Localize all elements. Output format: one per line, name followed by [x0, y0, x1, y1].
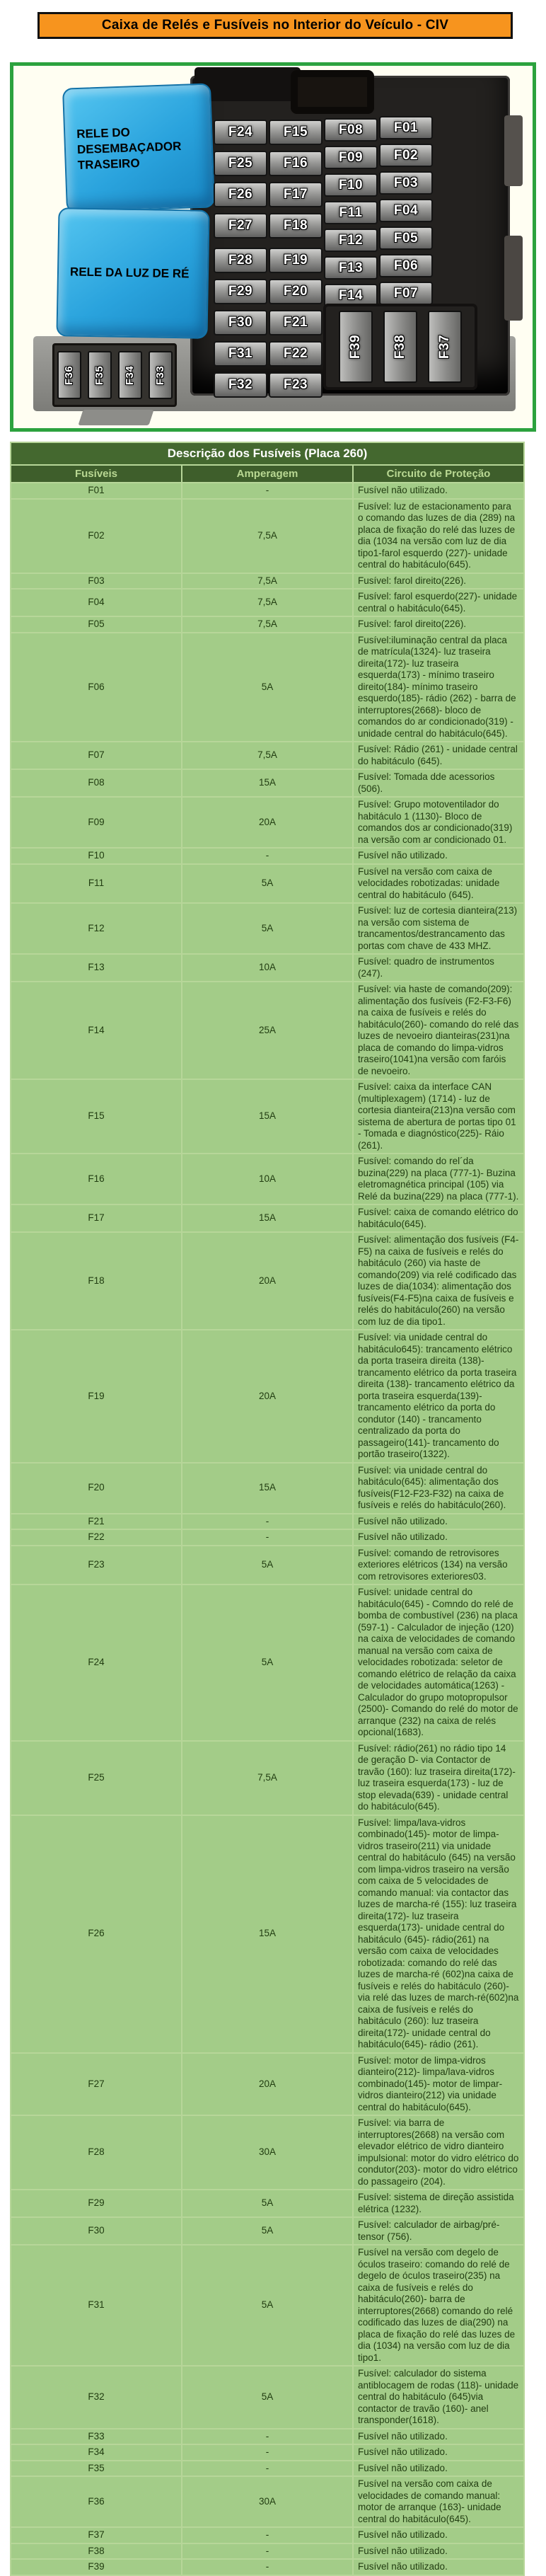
fuse-f03: [379, 171, 433, 195]
cell-fuse: F18: [11, 1232, 182, 1330]
table-row-f12: [11, 903, 524, 954]
cell-circuit-description: Fusível: comando do rel´da buzina(229) na placa (777-1)- Buzina eletromagnética principal (105) via Relé da buzina(229) na placa (777-1).: [353, 1154, 524, 1204]
fuse-label: F12: [338, 232, 364, 248]
fuse-group: [269, 120, 323, 238]
cell-fuse: F12: [11, 903, 182, 954]
cell-amperage: 15A: [182, 1463, 353, 1514]
table-row-f27: [11, 2053, 524, 2116]
cell-fuse: F37: [11, 2527, 182, 2543]
table-row-f07: [11, 742, 524, 769]
fuse-label: F33: [153, 365, 166, 385]
fuse-label: F21: [283, 315, 308, 330]
cell-amperage: 7,5A: [182, 742, 353, 769]
table-row-f23: [11, 1546, 524, 1585]
cell-amperage: 25A: [182, 982, 353, 1079]
fuse-f30: [214, 310, 267, 335]
fuse-label: F28: [228, 253, 253, 268]
cell-circuit-description: Fusível não utilizado.: [353, 483, 524, 499]
fuse-f22: [269, 341, 323, 367]
fuse-f12: [324, 229, 378, 252]
cell-fuse: F10: [11, 848, 182, 864]
cell-amperage: 5A: [182, 864, 353, 904]
cell-circuit-description: Fusível: luz de cortesia dianteira(213) na versão com sistema de trancamentos/destrancamento das portas com chave de 433 MHZ.: [353, 903, 524, 954]
cell-amperage: 20A: [182, 797, 353, 848]
cell-amperage: -: [182, 848, 353, 864]
cell-circuit-description: Fusível: Tomada dde acessorios (506).: [353, 769, 524, 797]
cell-fuse: F33: [11, 2429, 182, 2445]
fuse-label: F22: [283, 346, 308, 361]
fuse-label: F36: [62, 365, 75, 385]
cell-fuse: F05: [11, 616, 182, 633]
fusebox-side-tab-lower: [504, 236, 523, 321]
cell-amperage: 7,5A: [182, 616, 353, 633]
cell-amperage: 15A: [182, 769, 353, 797]
cell-circuit-description: Fusível: Grupo motoventilador do habitáculo 1 (1130)- Bloco de comandos dos ar condicionado(319) na versão com ar condicionado 01.: [353, 797, 524, 848]
cell-circuit-description: Fusível: Rádio (261) - unidade central do habitáculo (645).: [353, 742, 524, 769]
cell-fuse: F06: [11, 633, 182, 742]
fuse-f29: [214, 279, 267, 304]
fuse-f19: [269, 248, 323, 273]
cell-amperage: 10A: [182, 1154, 353, 1204]
cell-fuse: F24: [11, 1585, 182, 1741]
cell-circuit-description: Fusível: via barra de interruptores(2668) na versão com elevador elétrico de vidro dianteiro impulsional: motor do vidro elétrico do condutor(203)- motor do vidro elétrico do passageiro (204).: [353, 2115, 524, 2190]
fuse-f25: [214, 151, 267, 176]
fusebox-photo: [10, 62, 536, 432]
table-row-f03: [11, 573, 524, 590]
fuse-f08: [324, 118, 378, 142]
table-title: Descrição dos Fusíveis (Placa 260): [11, 442, 524, 465]
cell-amperage: -: [182, 2461, 353, 2477]
cell-circuit-description: Fusível não utilizado.: [353, 2461, 524, 2477]
fuse-description-table: [10, 442, 525, 2576]
relay-rear-defogger: [62, 83, 215, 212]
fuse-label: F17: [283, 187, 308, 202]
cell-circuit-description: Fusível não utilizado.: [353, 2527, 524, 2543]
cell-circuit-description: Fusível: farol direito(226).: [353, 616, 524, 633]
fuse-column-f15-f23: [269, 120, 323, 398]
fuse-f10: [324, 173, 378, 197]
fuse-group: [214, 248, 267, 398]
fuse-label: F29: [228, 284, 253, 299]
fuse-f01: [379, 116, 433, 139]
cell-fuse: F22: [11, 1529, 182, 1546]
cell-amperage: 7,5A: [182, 573, 353, 590]
cell-circuit-description: Fusível: sistema de direção assistida elétrica (1232).: [353, 2190, 524, 2217]
cell-amperage: 5A: [182, 633, 353, 742]
cell-circuit-description: Fusível: quadro de instrumentos (247).: [353, 954, 524, 982]
fuse-f15: [269, 120, 323, 145]
table-row-f25: [11, 1741, 524, 1815]
cell-fuse: F36: [11, 2476, 182, 2527]
fuse-label: F15: [283, 125, 308, 139]
cell-fuse: F20: [11, 1463, 182, 1514]
fuse-label: F13: [338, 260, 364, 275]
cell-circuit-description: Fusível: via haste de comando(209): alimentação dos fusíveis (F2-F3-F6) na caixa de fusíveis e relés do habitáculo(260)- comando do relé das luzes de nevoeiro dianteiras(231)na placa de comando do limpa-vidros traseiro(1041)na versão com faróis de nevoeiro.: [353, 982, 524, 1079]
fuse-column-f08-f14: [324, 118, 378, 307]
fuse-label: F19: [283, 253, 308, 268]
cell-amperage: 30A: [182, 2115, 353, 2190]
fuse-f39: [339, 311, 373, 383]
cell-circuit-description: Fusível: motor de limpa-vidros dianteiro(212)- limpa/lava-vidros combinado(145)- motor de limpar- vidros dianteiro(212) via unidade central do habitáculo(645).: [353, 2053, 524, 2116]
cell-circuit-description: Fusível não utilizado.: [353, 848, 524, 864]
fuse-label: F24: [228, 125, 253, 139]
cell-fuse: F13: [11, 954, 182, 982]
cell-amperage: 7,5A: [182, 589, 353, 616]
cell-circuit-description: Fusível: limpa/lava-vidros combinado(145)- motor de limpa-vidros traseiro(211) via unidade central do habitáculo (645) na versão com limpa-vidros traseiro na versão com caixa de 5 velocidades de comando manual: via contactor das luzes de marcha-ré (155): luz traseira direita(172)- luz traseira esquerda(173)- unidade central do habitáculo (645)- rádio(261) na versão com caixa de velocidades robotizada: comando do relé das luzes de marcha-ré (602)na caixa de fusíveis e relés do habitáculo (260)- via relé das luzes de march-ré(602)na caixa de fusíveis e relés do habitáculo (260): luz traseira direita(172)- unidade central do habitáculo(645)- rádio (261).: [353, 1815, 524, 2053]
table-row-f37: [11, 2527, 524, 2543]
cell-fuse: F02: [11, 499, 182, 573]
table-row-f20: [11, 1463, 524, 1514]
table-row-f10: [11, 848, 524, 864]
fuse-label: F35: [93, 365, 105, 385]
cell-fuse: F34: [11, 2444, 182, 2461]
fuse-f24: [214, 120, 267, 145]
cell-amperage: -: [182, 483, 353, 499]
fuse-f13: [324, 256, 378, 280]
cell-amperage: 5A: [182, 2366, 353, 2429]
cell-amperage: 5A: [182, 2190, 353, 2217]
fuse-f06: [379, 254, 433, 277]
cell-fuse: F27: [11, 2053, 182, 2116]
cell-amperage: 20A: [182, 2053, 353, 2116]
cell-amperage: 5A: [182, 1546, 353, 1585]
table-row-f26: [11, 1815, 524, 2053]
table-row-f32: [11, 2366, 524, 2429]
table-row-f09: [11, 797, 524, 848]
fuse-f33: [149, 351, 173, 399]
cell-circuit-description: Fusível não utilizado.: [353, 2559, 524, 2575]
fuse-label: F32: [228, 377, 253, 392]
cell-circuit-description: Fusível: alimentação dos fusíveis (F4-F5) na caixa de fusíveis e relés do habitáculo (260) via haste de comando(209) via relé codificado das luzes de dia(1034): alimentação dos fusíveis(F4-F5)na caixa de fusíveis e relés do habitáculo(260) na versão com luz de dia tipo1.: [353, 1232, 524, 1330]
cell-circuit-description: Fusível: via unidade central do habitáculo(645): alimentação dos fusíveis(F12-F23-F32) na caixa de fusíveis e relés do habitáculo(260).: [353, 1463, 524, 1514]
fuse-f35: [88, 351, 112, 399]
fuse-label: F18: [283, 218, 308, 233]
cell-circuit-description: Fusível: calculador de airbag/pré-tensor (756).: [353, 2217, 524, 2245]
fuse-f36: [57, 351, 81, 399]
cell-amperage: 15A: [182, 1815, 353, 2053]
cell-circuit-description: Fusível não utilizado.: [353, 2543, 524, 2560]
table-row-f38: [11, 2543, 524, 2560]
table-row-f39: [11, 2559, 524, 2575]
cell-fuse: F29: [11, 2190, 182, 2217]
cell-amperage: 5A: [182, 1585, 353, 1741]
cell-fuse: F39: [11, 2559, 182, 2575]
cell-fuse: F38: [11, 2543, 182, 2560]
fuse-group: [324, 118, 378, 307]
maxi-fuse-block-left: [52, 343, 177, 407]
table-row-f04: [11, 589, 524, 616]
cell-fuse: F03: [11, 573, 182, 590]
cell-fuse: F07: [11, 742, 182, 769]
table-row-f11: [11, 864, 524, 904]
cell-fuse: F23: [11, 1546, 182, 1585]
table-row-f31: [11, 2245, 524, 2366]
fuse-f17: [269, 182, 323, 207]
cell-amperage: -: [182, 2527, 353, 2543]
cell-fuse: F19: [11, 1330, 182, 1463]
page-title: Caixa de Relés e Fusíveis no Interior do Veículo - CIV: [101, 18, 449, 33]
fuse-label: F14: [338, 287, 364, 303]
fusebox-mount-foot: [78, 410, 153, 425]
cell-circuit-description: Fusível não utilizado.: [353, 2429, 524, 2445]
column-header-fusiveis: Fusíveis: [11, 465, 182, 483]
cell-circuit-description: Fusível: luz de estacionamento para o comando das luzes de dia (289) na placa de fixação do relé das luzes de dia (1034 na versão com luz de dia tipo1-farol esquerdo (227)- unidade central do habitáculo(645).: [353, 499, 524, 573]
cell-amperage: 30A: [182, 2476, 353, 2527]
fuse-column-f01-f07: [379, 116, 433, 305]
cell-amperage: 7,5A: [182, 499, 353, 573]
cell-amperage: 5A: [182, 2217, 353, 2245]
fuse-f11: [324, 201, 378, 224]
fuse-label: F27: [228, 218, 253, 233]
fuse-label: F02: [393, 147, 419, 163]
fuse-f09: [324, 146, 378, 169]
fuse-label: F30: [228, 315, 253, 330]
relay-rear-defogger-label: RELE DO DESEMBAÇADOR TRASEIRO: [76, 125, 182, 173]
fuse-label: F39: [348, 334, 363, 360]
table-header-row: [11, 465, 524, 483]
cell-amperage: -: [182, 2543, 353, 2560]
cell-circuit-description: Fusível não utilizado.: [353, 1529, 524, 1546]
fuse-label: F31: [228, 346, 253, 361]
cell-fuse: F35: [11, 2461, 182, 2477]
cell-fuse: F09: [11, 797, 182, 848]
cell-circuit-description: Fusível não utilizado.: [353, 1514, 524, 1530]
table-row-f36: [11, 2476, 524, 2527]
cell-amperage: 5A: [182, 903, 353, 954]
column-header-circuito: Circuito de Proteção: [353, 465, 524, 483]
table-row-f16: [11, 1154, 524, 1204]
table-row-f33: [11, 2429, 524, 2445]
fuse-group: [214, 120, 267, 238]
fuse-f26: [214, 182, 267, 207]
table-row-f30: [11, 2217, 524, 2245]
table-row-f22: [11, 1529, 524, 1546]
fuse-label: F05: [393, 230, 419, 246]
cell-fuse: F28: [11, 2115, 182, 2190]
cell-fuse: F11: [11, 864, 182, 904]
cell-amperage: 15A: [182, 1204, 353, 1232]
cell-amperage: 20A: [182, 1330, 353, 1463]
table-row-f17: [11, 1204, 524, 1232]
cell-amperage: 7,5A: [182, 1741, 353, 1815]
cell-fuse: F08: [11, 769, 182, 797]
cell-amperage: -: [182, 2429, 353, 2445]
fuse-f34: [118, 351, 142, 399]
fuse-group: [269, 248, 323, 398]
cell-circuit-description: Fusível na versão com caixa de velocidades robotizadas: unidade central do habitáculo (645).: [353, 864, 524, 904]
column-header-amperagem: Amperagem: [182, 465, 353, 483]
cell-amperage: -: [182, 2444, 353, 2461]
fuse-label: F08: [338, 122, 364, 137]
fuse-f21: [269, 310, 323, 335]
fuse-label: F01: [393, 120, 419, 135]
cell-circuit-description: Fusível: calculador do sistema antiblocagem de rodas (118)- unidade central do habitáculo (645)via contactor de travão (160)- anel transponder(1618).: [353, 2366, 524, 2429]
cell-circuit-description: Fusível: via unidade central do habitáculo645): trancamento elétrico da porta traseira direita (138)- trancamento elétrico da porta traseira direita (138)- trancamento elétrico da porta traseira esquerda(139)- trancamento elétrico da porta do condutor (140) - trancamento centralizado da porta do passageiro(141)- trancamento do portão traseiro(1322).: [353, 1330, 524, 1463]
cell-circuit-description: Fusível: caixa da interface CAN (multiplexagem) (1714) - luz de cortesia dianteira(213)na versão com sistema de abertura de portas tipo 01 - Tomada e diagnóstico(225)- Ráio (261).: [353, 1079, 524, 1154]
fuse-label: F34: [123, 365, 136, 385]
cell-fuse: F17: [11, 1204, 182, 1232]
cell-fuse: F32: [11, 2366, 182, 2429]
cell-amperage: -: [182, 1529, 353, 1546]
table-row-f21: [11, 1514, 524, 1530]
table-row-f05: [11, 616, 524, 633]
relay-reverse-light-label: RELE DA LUZ DE RÉ: [69, 265, 190, 281]
cell-amperage: -: [182, 2559, 353, 2575]
fuse-f32: [214, 372, 267, 398]
cell-amperage: 10A: [182, 954, 353, 982]
table-row-f29: [11, 2190, 524, 2217]
page-title-bar: [37, 12, 513, 39]
cell-fuse: F30: [11, 2217, 182, 2245]
cell-fuse: F31: [11, 2245, 182, 2366]
cell-fuse: F04: [11, 589, 182, 616]
fuse-label: F10: [338, 177, 364, 192]
cell-fuse: F21: [11, 1514, 182, 1530]
fuse-label: F25: [228, 156, 253, 171]
fuse-f04: [379, 199, 433, 222]
relay-reverse-light: [56, 207, 209, 339]
cell-amperage: -: [182, 1514, 353, 1530]
cell-fuse: F01: [11, 483, 182, 499]
cell-amperage: 20A: [182, 1232, 353, 1330]
fuse-f02: [379, 144, 433, 167]
fuse-f05: [379, 226, 433, 250]
table-row-f02: [11, 499, 524, 573]
fuse-label: F38: [393, 334, 407, 360]
fuse-column-f24-f32: [214, 120, 267, 398]
fuse-label: F06: [393, 258, 419, 273]
fuse-label: F23: [283, 377, 308, 392]
fuse-label: F03: [393, 175, 419, 190]
cell-fuse: F15: [11, 1079, 182, 1154]
table-row-f28: [11, 2115, 524, 2190]
table-row-f13: [11, 954, 524, 982]
table-row-f35: [11, 2461, 524, 2477]
table-row-f15: [11, 1079, 524, 1154]
fuse-f16: [269, 151, 323, 176]
table-row-f06: [11, 633, 524, 742]
fuse-f37: [428, 311, 462, 383]
fuse-label: F20: [283, 284, 308, 299]
cell-circuit-description: Fusível: caixa de comando elétrico do habitáculo(645).: [353, 1204, 524, 1232]
fuse-f31: [214, 341, 267, 367]
table-row-f18: [11, 1232, 524, 1330]
cell-fuse: F16: [11, 1154, 182, 1204]
fusebox-side-tab-upper: [504, 115, 523, 186]
fuse-label: F11: [339, 205, 363, 220]
fuse-f23: [269, 372, 323, 398]
table-row-f19: [11, 1330, 524, 1463]
fuse-f38: [383, 311, 417, 383]
fusebox-top-connector-right: [291, 70, 374, 114]
fuse-f07: [379, 282, 433, 305]
fuse-f28: [214, 248, 267, 273]
fuse-label: F26: [228, 187, 253, 202]
table-row-f34: [11, 2444, 524, 2461]
fuse-f20: [269, 279, 323, 304]
cell-circuit-description: Fusível na versão com degelo de óculos traseiro: comando do relé de degelo de óculos traseiro(235) na caixa de fusíveis e relés do habitáculo(260)- barra de interruptores(2668) comando do relé codificado das luzes de dia(290) na placa de fixação do relé das luzes de dia (1034) na versão com luz de dia tipo1.: [353, 2245, 524, 2366]
fuse-label: F16: [283, 156, 308, 171]
cell-circuit-description: Fusível: unidade central do habitáculo(645) - Comndo do relé de bomba de combustível (236) na placa (597-1) - Calculador de injeção (120) na caixa de velocidades de comando manual na versão com caixa de velocidades robotizada: seletor de comando elétrico de relação da caixa de velocidades automática(1263) - Calculador do grupo motopropulsor (2500)- Comando do relé do motor de arranque (232) na caixa de relés opcional(1683).: [353, 1585, 524, 1741]
fuse-label: F37: [437, 334, 452, 360]
table-row-f14: [11, 982, 524, 1079]
maxi-fuse-block-right: [323, 304, 477, 390]
cell-circuit-description: Fusível: farol esquerdo(227)- unidade central o habitáculo(645).: [353, 589, 524, 616]
fuse-label: F09: [338, 149, 364, 165]
cell-amperage: 15A: [182, 1079, 353, 1154]
cell-circuit-description: Fusível na versão com caixa de velocidades de comando manual: motor de arranque (163)- unidade central do habitáculo(645).: [353, 2476, 524, 2527]
table-row-f08: [11, 769, 524, 797]
cell-fuse: F25: [11, 1741, 182, 1815]
table-row-f01: [11, 483, 524, 499]
fuse-group: [379, 116, 433, 305]
fuse-label: F04: [393, 202, 419, 218]
table-title-row: [11, 442, 524, 465]
cell-circuit-description: Fusível:iluminação central da placa de matrícula(1324)- luz traseira direita(172)- luz traseira esquerda(173) - mínimo traseiro direito(184)- mínimo traseiro esquerdo(185)- rádio (262) - barra de interruptores(2668)- bloco de comandos do ar condicionado(319) - unidade central do habitáculo(645).: [353, 633, 524, 742]
fuse-label: F07: [393, 285, 419, 301]
fuse-f27: [214, 213, 267, 238]
cell-circuit-description: Fusível não utilizado.: [353, 2444, 524, 2461]
cell-circuit-description: Fusível: rádio(261) no rádio tipo 14 de geração D- via Contactor de travão (160): luz traseira direita(172)- luz traseira esquerda(173) - luz de stop elevada(639) - unidade central do habitáculo(645).: [353, 1741, 524, 1815]
cell-fuse: F26: [11, 1815, 182, 2053]
cell-circuit-description: Fusível: comando de retrovisores exteriores elétricos (134) na versão com retrovisores exteriores03.: [353, 1546, 524, 1585]
fuse-f18: [269, 213, 323, 238]
cell-circuit-description: Fusível: farol direito(226).: [353, 573, 524, 590]
table-row-f24: [11, 1585, 524, 1741]
fuse-table-body: [11, 483, 524, 2575]
cell-amperage: 5A: [182, 2245, 353, 2366]
fuse-table: [10, 442, 525, 2576]
cell-fuse: F14: [11, 982, 182, 1079]
